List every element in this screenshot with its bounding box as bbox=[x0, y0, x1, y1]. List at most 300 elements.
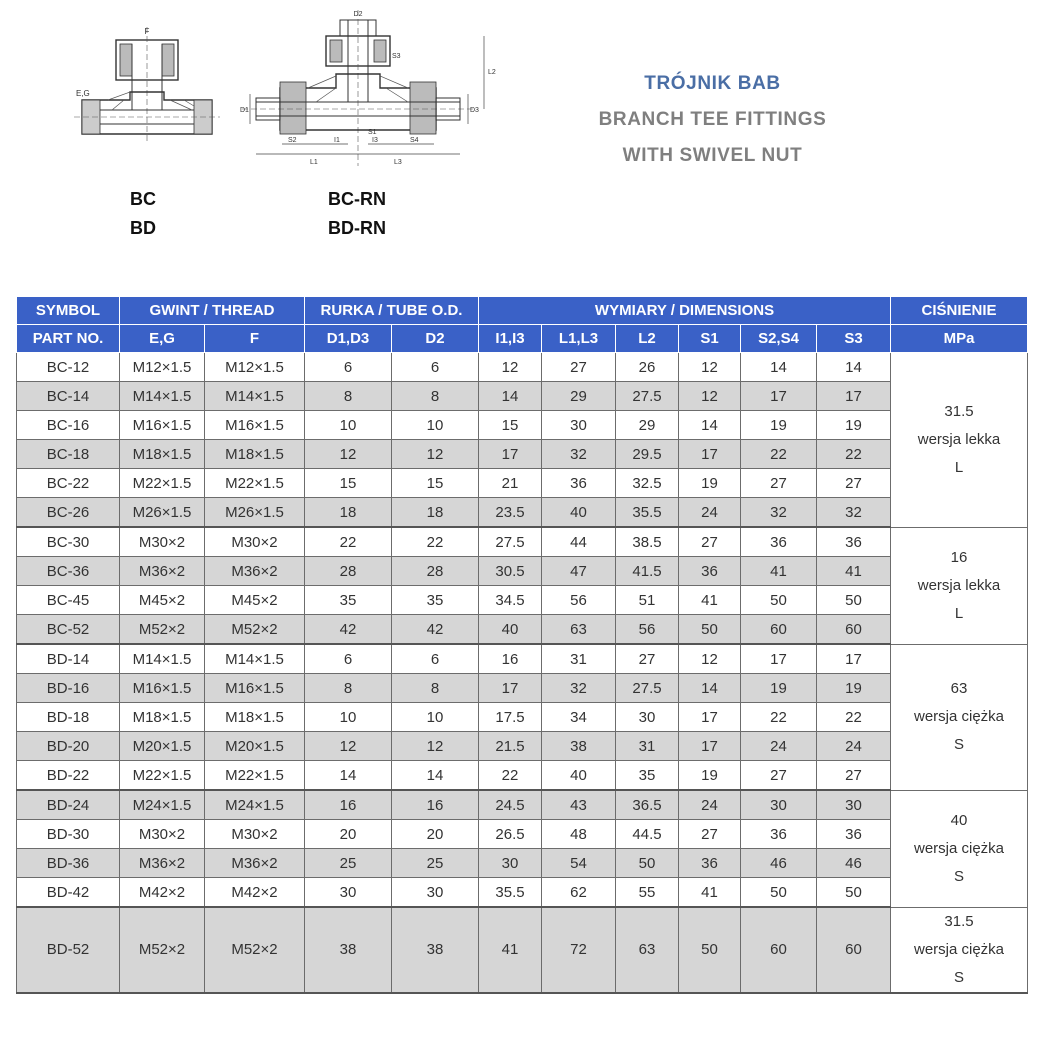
cell-l1l3: 43 bbox=[542, 790, 616, 820]
cell-d1d3: 6 bbox=[305, 644, 392, 674]
cell-s2s4: 27 bbox=[741, 469, 817, 498]
header-d1d3: D1,D3 bbox=[305, 325, 392, 353]
cell-s3: 36 bbox=[817, 820, 891, 849]
cell-i1i3: 27.5 bbox=[479, 527, 542, 557]
pressure-value: 16 bbox=[950, 548, 968, 566]
cell-l2: 55 bbox=[616, 878, 679, 908]
cell-eg: M16×1.5 bbox=[120, 411, 205, 440]
title-english-line-1: BRANCH TEE FITTINGS bbox=[598, 109, 827, 130]
cell-s3: 46 bbox=[817, 849, 891, 878]
cell-part: BD-20 bbox=[17, 732, 120, 761]
cell-eg: M12×1.5 bbox=[120, 353, 205, 382]
cell-d2: 30 bbox=[392, 878, 479, 908]
header-l1l3: L1,L3 bbox=[542, 325, 616, 353]
cell-eg: M30×2 bbox=[120, 820, 205, 849]
cell-eg: M14×1.5 bbox=[120, 644, 205, 674]
cell-eg: M18×1.5 bbox=[120, 703, 205, 732]
cell-part: BD-18 bbox=[17, 703, 120, 732]
cell-eg: M16×1.5 bbox=[120, 674, 205, 703]
cell-l2: 44.5 bbox=[616, 820, 679, 849]
cell-s1: 36 bbox=[679, 849, 741, 878]
title-english-line-2: WITH SWIVEL NUT bbox=[622, 145, 803, 166]
cell-s3: 24 bbox=[817, 732, 891, 761]
cell-s3: 22 bbox=[817, 440, 891, 469]
cell-l1l3: 48 bbox=[542, 820, 616, 849]
cell-s2s4: 60 bbox=[741, 615, 817, 645]
cell-l1l3: 44 bbox=[542, 527, 616, 557]
cell-i1i3: 35.5 bbox=[479, 878, 542, 908]
pressure-value: 31.5 bbox=[944, 402, 974, 420]
header-tube: RURKA / TUBE O.D. bbox=[305, 297, 479, 325]
cell-d2: 28 bbox=[392, 557, 479, 586]
cell-s2s4: 17 bbox=[741, 644, 817, 674]
cell-part: BC-12 bbox=[17, 353, 120, 382]
cell-f: M20×1.5 bbox=[205, 732, 305, 761]
cell-f: M24×1.5 bbox=[205, 790, 305, 820]
cell-l1l3: 47 bbox=[542, 557, 616, 586]
cell-d1d3: 25 bbox=[305, 849, 392, 878]
cell-s3: 27 bbox=[817, 761, 891, 791]
cell-i1i3: 24.5 bbox=[479, 790, 542, 820]
cell-l2: 56 bbox=[616, 615, 679, 645]
header-f: F bbox=[205, 325, 305, 353]
cell-i1i3: 30.5 bbox=[479, 557, 542, 586]
cell-part: BD-52 bbox=[17, 907, 120, 993]
cell-s1: 12 bbox=[679, 353, 741, 382]
cell-s3: 19 bbox=[817, 411, 891, 440]
cell-f: M22×1.5 bbox=[205, 469, 305, 498]
header-part-no: PART NO. bbox=[17, 325, 120, 353]
cell-d1d3: 12 bbox=[305, 732, 392, 761]
cell-l1l3: 32 bbox=[542, 674, 616, 703]
cell-f: M52×2 bbox=[205, 907, 305, 993]
cell-d1d3: 6 bbox=[305, 353, 392, 382]
cell-i1i3: 14 bbox=[479, 382, 542, 411]
cell-s3: 32 bbox=[817, 498, 891, 528]
cell-d2: 25 bbox=[392, 849, 479, 878]
cell-d2: 12 bbox=[392, 732, 479, 761]
cell-f: M45×2 bbox=[205, 586, 305, 615]
cell-l1l3: 40 bbox=[542, 498, 616, 528]
pressure-cell bbox=[891, 907, 1028, 993]
variant-label-bc-rn: BC-RN bbox=[328, 189, 386, 209]
pressure-series: wersja lekka bbox=[917, 430, 1001, 448]
cell-d1d3: 14 bbox=[305, 761, 392, 791]
cell-d1d3: 8 bbox=[305, 382, 392, 411]
cell-s3: 17 bbox=[817, 644, 891, 674]
cell-f: M36×2 bbox=[205, 849, 305, 878]
cell-f: M16×1.5 bbox=[205, 674, 305, 703]
cell-d2: 42 bbox=[392, 615, 479, 645]
cell-i1i3: 41 bbox=[479, 907, 542, 993]
cell-s3: 50 bbox=[817, 586, 891, 615]
pressure-cell bbox=[891, 790, 1028, 907]
cell-d1d3: 20 bbox=[305, 820, 392, 849]
table-row bbox=[17, 703, 1028, 732]
cell-i1i3: 12 bbox=[479, 353, 542, 382]
l1-dimension-label: L1 bbox=[310, 159, 318, 166]
cell-l2: 27.5 bbox=[616, 674, 679, 703]
s1-dimension-label: S1 bbox=[368, 129, 377, 136]
l3-dimension-label: L3 bbox=[394, 159, 402, 166]
header-l2: L2 bbox=[616, 325, 679, 353]
cell-d1d3: 16 bbox=[305, 790, 392, 820]
pressure-cell bbox=[891, 353, 1028, 528]
d3-dimension-label: D3 bbox=[470, 107, 479, 114]
cell-d1d3: 22 bbox=[305, 527, 392, 557]
cell-d2: 6 bbox=[392, 644, 479, 674]
header-mpa: MPa bbox=[891, 325, 1028, 353]
pressure-series: wersja lekka bbox=[917, 576, 1001, 594]
cell-s2s4: 32 bbox=[741, 498, 817, 528]
cell-eg: M42×2 bbox=[120, 878, 205, 908]
cell-i1i3: 34.5 bbox=[479, 586, 542, 615]
cell-l1l3: 32 bbox=[542, 440, 616, 469]
pressure-series: wersja ciężka bbox=[914, 839, 1005, 857]
cell-s3: 17 bbox=[817, 382, 891, 411]
cell-f: M52×2 bbox=[205, 615, 305, 645]
table-row bbox=[17, 761, 1028, 791]
cell-l1l3: 54 bbox=[542, 849, 616, 878]
cell-d2: 22 bbox=[392, 527, 479, 557]
cell-part: BD-16 bbox=[17, 674, 120, 703]
cell-d1d3: 15 bbox=[305, 469, 392, 498]
cell-i1i3: 21.5 bbox=[479, 732, 542, 761]
cell-f: M18×1.5 bbox=[205, 703, 305, 732]
cell-d2: 15 bbox=[392, 469, 479, 498]
cell-eg: M18×1.5 bbox=[120, 440, 205, 469]
title-polish: TRÓJNIK BAB bbox=[644, 73, 781, 94]
table-row bbox=[17, 411, 1028, 440]
pressure-code: L bbox=[954, 458, 964, 476]
cell-part: BC-14 bbox=[17, 382, 120, 411]
table-row bbox=[17, 527, 1028, 557]
table-row bbox=[17, 498, 1028, 528]
cell-s3: 19 bbox=[817, 674, 891, 703]
cell-f: M22×1.5 bbox=[205, 761, 305, 791]
tee-fitting-drawing-bc bbox=[72, 22, 222, 152]
cell-d2: 18 bbox=[392, 498, 479, 528]
table-row bbox=[17, 557, 1028, 586]
table-row bbox=[17, 469, 1028, 498]
cell-s2s4: 17 bbox=[741, 382, 817, 411]
cell-eg: M14×1.5 bbox=[120, 382, 205, 411]
cell-l2: 41.5 bbox=[616, 557, 679, 586]
table-row bbox=[17, 644, 1028, 674]
variant-label-bd: BD bbox=[130, 218, 156, 238]
cell-l1l3: 29 bbox=[542, 382, 616, 411]
cell-i1i3: 17 bbox=[479, 674, 542, 703]
cell-i1i3: 30 bbox=[479, 849, 542, 878]
cell-s3: 41 bbox=[817, 557, 891, 586]
header-s1: S1 bbox=[679, 325, 741, 353]
cell-s2s4: 19 bbox=[741, 674, 817, 703]
cell-s2s4: 36 bbox=[741, 820, 817, 849]
cell-s3: 30 bbox=[817, 790, 891, 820]
cell-s1: 50 bbox=[679, 907, 741, 993]
cell-s1: 50 bbox=[679, 615, 741, 645]
cell-l2: 35 bbox=[616, 761, 679, 791]
pressure-series: wersja ciężka bbox=[914, 940, 1005, 958]
cell-f: M42×2 bbox=[205, 878, 305, 908]
cell-s2s4: 22 bbox=[741, 703, 817, 732]
cell-i1i3: 17 bbox=[479, 440, 542, 469]
cell-s2s4: 41 bbox=[741, 557, 817, 586]
pressure-cell bbox=[891, 527, 1028, 644]
header-thread: GWINT / THREAD bbox=[120, 297, 305, 325]
cell-d1d3: 28 bbox=[305, 557, 392, 586]
cell-l2: 51 bbox=[616, 586, 679, 615]
cell-l2: 29 bbox=[616, 411, 679, 440]
table-row bbox=[17, 674, 1028, 703]
cell-part: BD-22 bbox=[17, 761, 120, 791]
table-row bbox=[17, 615, 1028, 645]
pressure-cell bbox=[891, 644, 1028, 790]
cell-eg: M36×2 bbox=[120, 557, 205, 586]
header-eg: E,G bbox=[120, 325, 205, 353]
header-row-2 bbox=[17, 325, 1028, 353]
d1-dimension-label: D1 bbox=[240, 107, 249, 114]
cell-s1: 14 bbox=[679, 674, 741, 703]
cell-s1: 41 bbox=[679, 878, 741, 908]
cell-d1d3: 12 bbox=[305, 440, 392, 469]
table-row bbox=[17, 440, 1028, 469]
table-row bbox=[17, 849, 1028, 878]
cell-d1d3: 10 bbox=[305, 411, 392, 440]
cell-d2: 16 bbox=[392, 790, 479, 820]
cell-eg: M22×1.5 bbox=[120, 469, 205, 498]
cell-d1d3: 18 bbox=[305, 498, 392, 528]
cell-l1l3: 38 bbox=[542, 732, 616, 761]
cell-s2s4: 19 bbox=[741, 411, 817, 440]
cell-part: BD-36 bbox=[17, 849, 120, 878]
cell-l2: 35.5 bbox=[616, 498, 679, 528]
specification-table bbox=[16, 296, 1028, 994]
cell-l1l3: 30 bbox=[542, 411, 616, 440]
cell-l2: 27 bbox=[616, 644, 679, 674]
cell-d1d3: 35 bbox=[305, 586, 392, 615]
cell-s1: 24 bbox=[679, 790, 741, 820]
table-row bbox=[17, 732, 1028, 761]
cell-s1: 27 bbox=[679, 820, 741, 849]
cell-l2: 31 bbox=[616, 732, 679, 761]
s3-dimension-label: S3 bbox=[392, 53, 401, 60]
cell-f: M16×1.5 bbox=[205, 411, 305, 440]
tee-fitting-drawing-bc-rn bbox=[236, 6, 498, 176]
cell-part: BD-30 bbox=[17, 820, 120, 849]
cell-d1d3: 8 bbox=[305, 674, 392, 703]
cell-f: M18×1.5 bbox=[205, 440, 305, 469]
cell-l1l3: 72 bbox=[542, 907, 616, 993]
cell-s1: 12 bbox=[679, 644, 741, 674]
table-row bbox=[17, 790, 1028, 820]
cell-s1: 24 bbox=[679, 498, 741, 528]
cell-s2s4: 46 bbox=[741, 849, 817, 878]
cell-eg: M45×2 bbox=[120, 586, 205, 615]
cell-f: M14×1.5 bbox=[205, 382, 305, 411]
cell-s2s4: 24 bbox=[741, 732, 817, 761]
pressure-value: 40 bbox=[950, 811, 968, 829]
table-row bbox=[17, 878, 1028, 908]
cell-l2: 32.5 bbox=[616, 469, 679, 498]
cell-s2s4: 22 bbox=[741, 440, 817, 469]
cell-s1: 12 bbox=[679, 382, 741, 411]
cell-s1: 17 bbox=[679, 732, 741, 761]
cell-eg: M26×1.5 bbox=[120, 498, 205, 528]
cell-d2: 6 bbox=[392, 353, 479, 382]
cell-d2: 8 bbox=[392, 674, 479, 703]
table-body bbox=[17, 353, 1028, 993]
cell-part: BC-45 bbox=[17, 586, 120, 615]
f-dimension-label: F bbox=[144, 27, 150, 36]
pressure-value: 63 bbox=[950, 680, 968, 697]
table-row bbox=[17, 820, 1028, 849]
cell-l2: 30 bbox=[616, 703, 679, 732]
cell-l2: 50 bbox=[616, 849, 679, 878]
cell-f: M30×2 bbox=[205, 820, 305, 849]
cell-part: BC-26 bbox=[17, 498, 120, 528]
cell-s1: 27 bbox=[679, 527, 741, 557]
eg-dimension-label: E,G bbox=[76, 89, 90, 98]
cell-s1: 19 bbox=[679, 761, 741, 791]
cell-l1l3: 31 bbox=[542, 644, 616, 674]
cell-l1l3: 36 bbox=[542, 469, 616, 498]
cell-l2: 26 bbox=[616, 353, 679, 382]
cell-d2: 12 bbox=[392, 440, 479, 469]
table-row bbox=[17, 907, 1028, 993]
cell-f: M26×1.5 bbox=[205, 498, 305, 528]
pressure-value: 31.5 bbox=[944, 912, 974, 930]
pressure-code: S bbox=[954, 867, 965, 885]
s2-dimension-label: S2 bbox=[288, 137, 297, 144]
cell-d2: 10 bbox=[392, 411, 479, 440]
cell-part: BC-22 bbox=[17, 469, 120, 498]
cell-part: BD-14 bbox=[17, 644, 120, 674]
cell-d2: 8 bbox=[392, 382, 479, 411]
cell-part: BC-36 bbox=[17, 557, 120, 586]
header-d2: D2 bbox=[392, 325, 479, 353]
cell-s1: 17 bbox=[679, 703, 741, 732]
cell-s3: 60 bbox=[817, 907, 891, 993]
d2-dimension-label: D2 bbox=[353, 11, 363, 18]
cell-eg: M22×1.5 bbox=[120, 761, 205, 791]
cell-s1: 41 bbox=[679, 586, 741, 615]
cell-s2s4: 14 bbox=[741, 353, 817, 382]
cell-i1i3: 26.5 bbox=[479, 820, 542, 849]
cell-f: M12×1.5 bbox=[205, 353, 305, 382]
cell-f: M14×1.5 bbox=[205, 644, 305, 674]
cell-s2s4: 50 bbox=[741, 586, 817, 615]
pressure-code: S bbox=[954, 736, 965, 753]
cell-eg: M36×2 bbox=[120, 849, 205, 878]
header-s2s4: S2,S4 bbox=[741, 325, 817, 353]
table-row bbox=[17, 382, 1028, 411]
cell-l2: 63 bbox=[616, 907, 679, 993]
pressure-code: S bbox=[954, 968, 965, 986]
pressure-series: wersja ciężka bbox=[914, 708, 1005, 725]
header-i1i3: I1,I3 bbox=[479, 325, 542, 353]
s4-dimension-label: S4 bbox=[410, 137, 419, 144]
cell-l1l3: 63 bbox=[542, 615, 616, 645]
cell-d2: 38 bbox=[392, 907, 479, 993]
cell-part: BC-18 bbox=[17, 440, 120, 469]
cell-d2: 14 bbox=[392, 761, 479, 791]
cell-s1: 36 bbox=[679, 557, 741, 586]
header-dimensions: WYMIARY / DIMENSIONS bbox=[479, 297, 891, 325]
cell-s3: 14 bbox=[817, 353, 891, 382]
cell-i1i3: 22 bbox=[479, 761, 542, 791]
i3-dimension-label: I3 bbox=[372, 137, 378, 144]
cell-s3: 36 bbox=[817, 527, 891, 557]
cell-s3: 27 bbox=[817, 469, 891, 498]
cell-l1l3: 34 bbox=[542, 703, 616, 732]
cell-s1: 19 bbox=[679, 469, 741, 498]
table-row bbox=[17, 353, 1028, 382]
cell-l1l3: 40 bbox=[542, 761, 616, 791]
cell-d2: 10 bbox=[392, 703, 479, 732]
cell-d2: 35 bbox=[392, 586, 479, 615]
variant-label-bd-rn: BD-RN bbox=[328, 218, 386, 238]
cell-eg: M52×2 bbox=[120, 907, 205, 993]
header-s3: S3 bbox=[817, 325, 891, 353]
cell-eg: M52×2 bbox=[120, 615, 205, 645]
cell-f: M36×2 bbox=[205, 557, 305, 586]
cell-l2: 36.5 bbox=[616, 790, 679, 820]
cell-s1: 17 bbox=[679, 440, 741, 469]
variant-label-bc: BC bbox=[130, 189, 156, 209]
title-block bbox=[560, 66, 865, 174]
cell-l1l3: 27 bbox=[542, 353, 616, 382]
l2-dimension-label: L2 bbox=[488, 69, 496, 76]
cell-eg: M30×2 bbox=[120, 527, 205, 557]
header-pressure: CIŚNIENIE bbox=[891, 297, 1028, 325]
cell-i1i3: 21 bbox=[479, 469, 542, 498]
cell-s2s4: 36 bbox=[741, 527, 817, 557]
cell-part: BC-52 bbox=[17, 615, 120, 645]
table-row bbox=[17, 586, 1028, 615]
cell-i1i3: 15 bbox=[479, 411, 542, 440]
cell-part: BD-24 bbox=[17, 790, 120, 820]
cell-f: M30×2 bbox=[205, 527, 305, 557]
cell-eg: M24×1.5 bbox=[120, 790, 205, 820]
cell-s2s4: 27 bbox=[741, 761, 817, 791]
cell-d1d3: 42 bbox=[305, 615, 392, 645]
cell-part: BC-30 bbox=[17, 527, 120, 557]
header-symbol: SYMBOL bbox=[17, 297, 120, 325]
cell-i1i3: 17.5 bbox=[479, 703, 542, 732]
cell-s2s4: 50 bbox=[741, 878, 817, 908]
cell-l1l3: 56 bbox=[542, 586, 616, 615]
header-row-1 bbox=[17, 297, 1028, 325]
cell-d1d3: 38 bbox=[305, 907, 392, 993]
cell-s2s4: 30 bbox=[741, 790, 817, 820]
cell-s3: 50 bbox=[817, 878, 891, 908]
cell-i1i3: 40 bbox=[479, 615, 542, 645]
cell-d1d3: 30 bbox=[305, 878, 392, 908]
cell-d2: 20 bbox=[392, 820, 479, 849]
cell-i1i3: 23.5 bbox=[479, 498, 542, 528]
cell-d1d3: 10 bbox=[305, 703, 392, 732]
cell-l1l3: 62 bbox=[542, 878, 616, 908]
cell-eg: M20×1.5 bbox=[120, 732, 205, 761]
cell-s3: 22 bbox=[817, 703, 891, 732]
cell-l2: 27.5 bbox=[616, 382, 679, 411]
pressure-code: L bbox=[954, 604, 964, 622]
cell-part: BD-42 bbox=[17, 878, 120, 908]
cell-i1i3: 16 bbox=[479, 644, 542, 674]
cell-s1: 14 bbox=[679, 411, 741, 440]
i1-dimension-label: I1 bbox=[334, 137, 340, 144]
